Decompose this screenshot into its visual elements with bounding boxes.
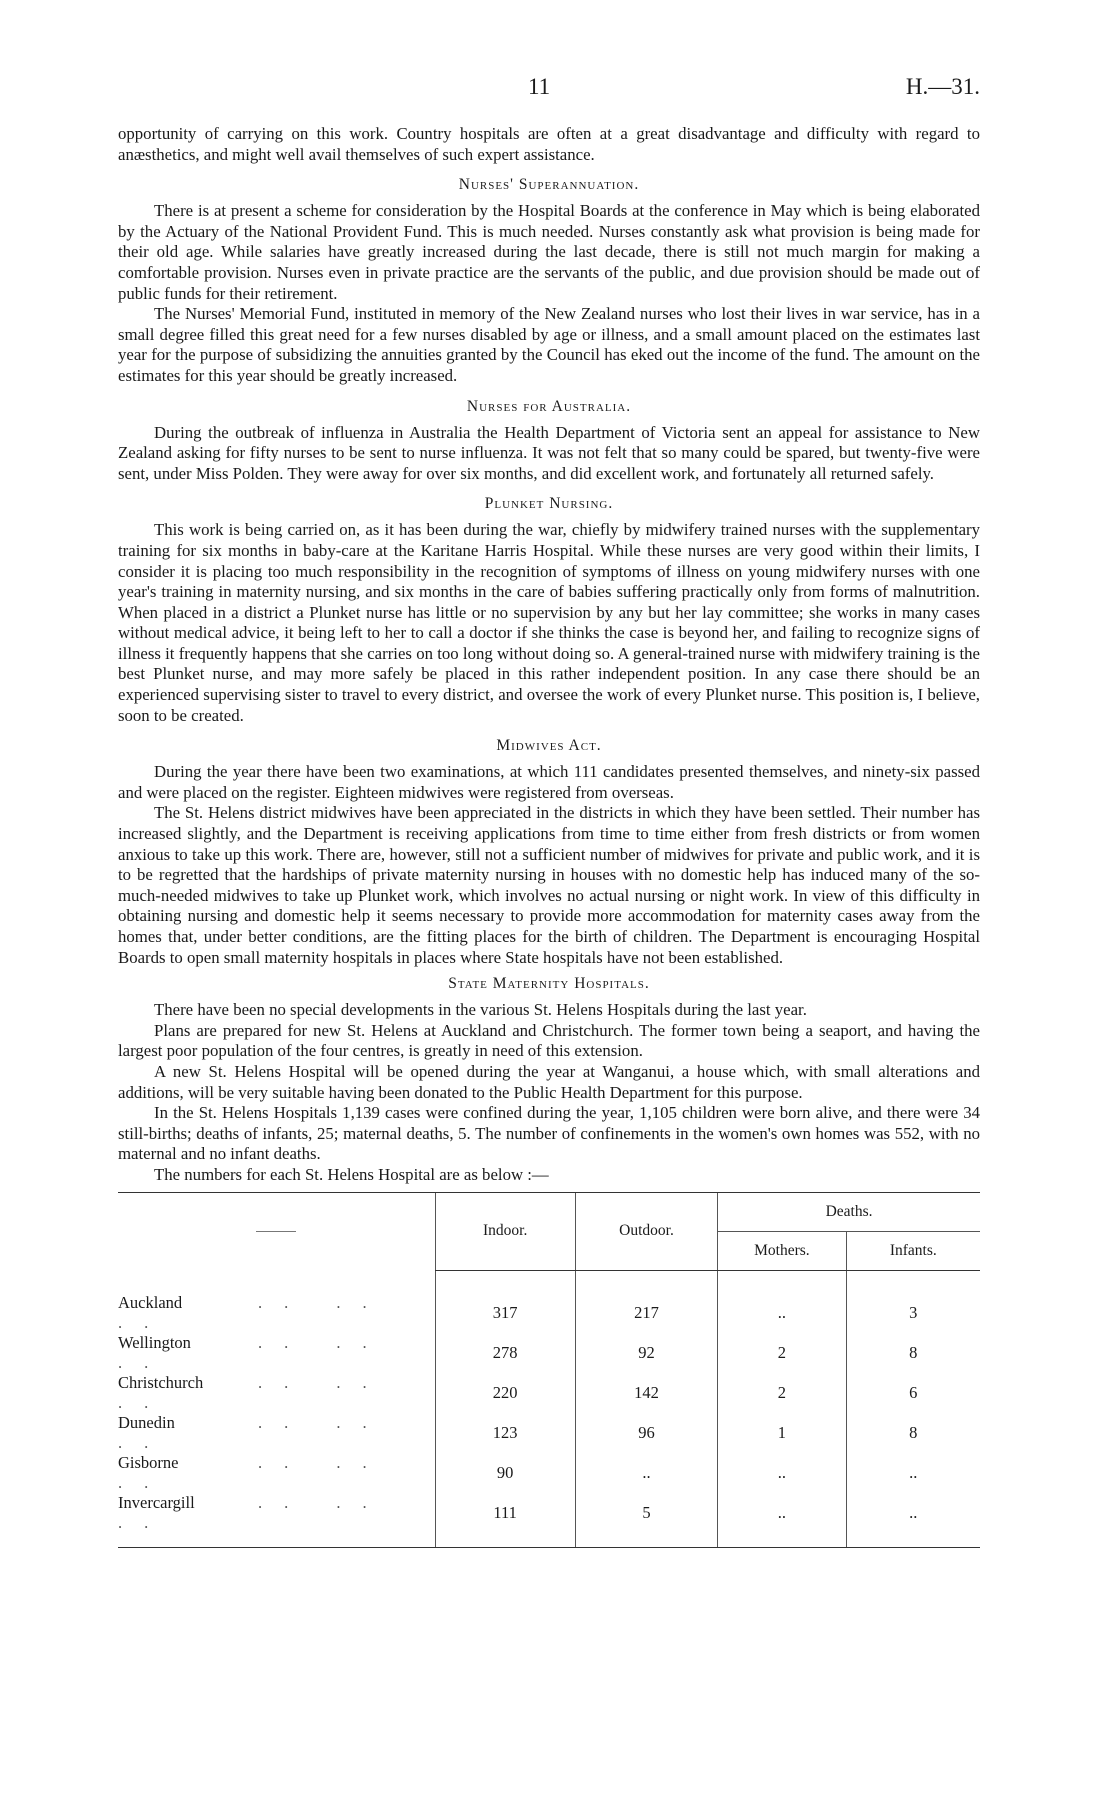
hospital-name: Dunedin: [118, 1412, 175, 1432]
indoor-cell: 90: [435, 1453, 575, 1493]
heading-state-maternity: State Maternity Hospitals.: [448, 975, 650, 993]
table-row: [118, 1333, 980, 1373]
indoor-header: Indoor.: [435, 1192, 575, 1270]
hospital-name-cell: [118, 1293, 435, 1333]
dot-leader: .. .. ..: [118, 1292, 389, 1332]
mothers-header: Mothers.: [718, 1231, 846, 1270]
heading-superannuation: Nurses' Superannuation.: [458, 176, 640, 194]
indoor-cell: 278: [435, 1333, 575, 1373]
indoor-cell: 220: [435, 1373, 575, 1413]
indoor-cell: 317: [435, 1293, 575, 1333]
dot-leader: .. .. ..: [118, 1332, 389, 1372]
outdoor-cell: 96: [575, 1413, 717, 1453]
hospital-name-cell: [118, 1333, 435, 1373]
hospital-name: Wellington: [118, 1332, 191, 1352]
infants-deaths-cell: 8: [846, 1413, 980, 1453]
state-maternity-paragraph-4: In the St. Helens Hospitals 1,139 cases were confined during the year, 1,105 children were born alive, and there were 34 still-births; deaths of infants, 25; maternal deaths, 5. The number of confinements in the women's own homes was 552, with no maternal and no infant deaths.: [118, 1103, 980, 1164]
hospital-name: Gisborne: [118, 1452, 179, 1472]
table-row: [118, 1413, 980, 1453]
table-row: [118, 1453, 980, 1493]
state-maternity-paragraph-3: A new St. Helens Hospital will be opened during the year at Wanganui, a house which, with small alterations and additions, will be very suitable having been donated to the Public Health Department for this purpose.: [118, 1061, 980, 1102]
superannuation-paragraph-2: The Nurses' Memorial Fund, instituted in memory of the New Zealand nurses who lost their lives in war service, has in a small degree filled this great need for a few nurses disabled by age or illness, and a small amount placed on the estimates last year for the purpose of subsidizing the annuities granted by the Council has eked out the income of the fund. The amount on the estimates for this year should be greatly increased.: [118, 304, 980, 385]
dot-leader: .. .. ..: [118, 1412, 389, 1452]
mothers-deaths-cell: 2: [718, 1333, 846, 1373]
outdoor-cell: ..: [575, 1453, 717, 1493]
plunket-paragraph-1: This work is being carried on, as it has been during the war, chiefly by midwifery trained nurses with the supplementary training for six months in baby-care at the Karitane Harris Hospital. While these nurses are very good within their limits, I consider it is placing too much responsibility in the recognition of symptoms of illness on young midwifery nurses with one year's training in maternity nursing, and six months in the care of babies suffering practically only from forms of malnutrition. When placed in a district a Plunket nurse has little or no supervision by any but her lay committee; she works in many cases without medical advice, it being left to her to call a doctor if she thinks the case is beyond her, and failing to recognize signs of illness it frequently happens that she carries on too long without doing so. A general-trained nurse with midwifery training is the best Plunket nurse, and may more safely be placed in this rather independent position. In any case there should be an experienced supervising sister to travel to every district, and oversee the work of every Plunket nurse. This position is, I believe, soon to be created.: [118, 520, 980, 725]
table-row: [118, 1373, 980, 1413]
table-body: [118, 1270, 980, 1547]
infants-deaths-cell: ..: [846, 1493, 980, 1533]
page-header: [118, 74, 980, 104]
infants-deaths-cell: 8: [846, 1333, 980, 1373]
hospital-name: Christchurch: [118, 1372, 204, 1392]
outdoor-cell: 142: [575, 1373, 717, 1413]
dot-leader: .. .. ..: [118, 1372, 389, 1412]
outdoor-header: Outdoor.: [575, 1192, 717, 1270]
name-column-header: [118, 1192, 435, 1270]
hospital-name-cell: [118, 1453, 435, 1493]
midwives-paragraph-1: During the year there have been two examinations, at which 111 candidates presented themselves, and ninety-six passed and were placed on the register. Eighteen midwives were registered from overseas.: [118, 762, 980, 802]
indoor-cell: 123: [435, 1413, 575, 1453]
heading-midwives: Midwives Act.: [496, 737, 602, 755]
intro-paragraph: opportunity of carrying on this work. Country hospitals are often at a great disadvantage and difficulty with regard to anæsthetics, and might well avail themselves of such expert assistance.: [118, 124, 980, 164]
infants-deaths-cell: 3: [846, 1293, 980, 1333]
outdoor-cell: 217: [575, 1293, 717, 1333]
heading-australia: Nurses for Australia.: [466, 397, 632, 415]
table-row: [118, 1493, 980, 1533]
mothers-deaths-cell: ..: [718, 1493, 846, 1533]
hospital-statistics-table: [118, 1192, 980, 1548]
document-body: [118, 124, 980, 1548]
infants-deaths-cell: ..: [846, 1453, 980, 1493]
hospital-name: Auckland: [118, 1292, 183, 1312]
mothers-deaths-cell: ..: [718, 1293, 846, 1333]
dot-leader: .. .. ..: [118, 1452, 389, 1492]
indoor-cell: 111: [435, 1493, 575, 1533]
outdoor-cell: 92: [575, 1333, 717, 1373]
outdoor-cell: 5: [575, 1493, 717, 1533]
hospital-name-cell: [118, 1413, 435, 1453]
report-reference: H.—31.: [905, 74, 980, 99]
superannuation-paragraph-1: There is at present a scheme for consideration by the Hospital Boards at the conference in May which is being elaborated by the Actuary of the National Provident Fund. This is much needed. Nurses constantly ask what provision is being made for their old age. While salaries have greatly increased during the last decade, there is still not much margin for making a comfortable provision. Nurses even in private practice are the servants of the public, and due provision should be made out of public funds for their retirement.: [118, 201, 980, 303]
deaths-header: Deaths.: [718, 1192, 980, 1231]
infants-header: Infants.: [846, 1231, 980, 1270]
table-row: [118, 1293, 980, 1333]
hospital-name-cell: [118, 1373, 435, 1413]
hospital-name-cell: [118, 1493, 435, 1533]
state-maternity-paragraph-5: The numbers for each St. Helens Hospital are as below :—: [154, 1164, 549, 1184]
mothers-deaths-cell: 1: [718, 1413, 846, 1453]
state-maternity-paragraph-1: There have been no special developments in the various St. Helens Hospitals during the last year.: [154, 1000, 807, 1020]
australia-paragraph-1: During the outbreak of influenza in Australia the Health Department of Victoria sent an appeal for assistance to New Zealand asking for fifty nurses to be sent to nurse influenza. It was not felt that so many could be spared, but twenty-five were sent, under Miss Polden. They were away for over six months, and did excellent work, and fortunately all returned safely.: [118, 422, 980, 483]
state-maternity-paragraph-2: Plans are prepared for new St. Helens at Auckland and Christchurch. The former town being a seaport, and having the largest poor population of the four centres, is greatly in need of this extension.: [118, 1020, 980, 1061]
mothers-deaths-cell: ..: [718, 1453, 846, 1493]
infants-deaths-cell: 6: [846, 1373, 980, 1413]
mothers-deaths-cell: 2: [718, 1373, 846, 1413]
table-header-row: [118, 1192, 980, 1231]
midwives-paragraph-2: The St. Helens district midwives have been appreciated in the districts in which they have been settled. Their number has increased slightly, and the Department is receiving applications from time to time either from fresh districts or from women anxious to take up this work. There are, however, still not a sufficient number of midwives for private and public work, and it is to be regretted that the hardships of private maternity nursing in houses with no domestic help has induced many of the so-much-needed midwives to take up Plunket work, which involves no actual nursing or night work. In view of this difficulty in obtaining nursing and domestic help it seems necessary to provide more accommodation for maternity cases away from the homes that, under better conditions, are the fitting places for the birth of children. The Department is encouraging Hospital Boards to open small maternity hospitals in places where State hospitals have not been established.: [118, 803, 980, 967]
heading-plunket: Plunket Nursing.: [484, 495, 614, 513]
dot-leader: .. .. ..: [118, 1492, 389, 1532]
page-number: 11: [528, 74, 551, 99]
hospital-name: Invercargill: [118, 1492, 195, 1512]
